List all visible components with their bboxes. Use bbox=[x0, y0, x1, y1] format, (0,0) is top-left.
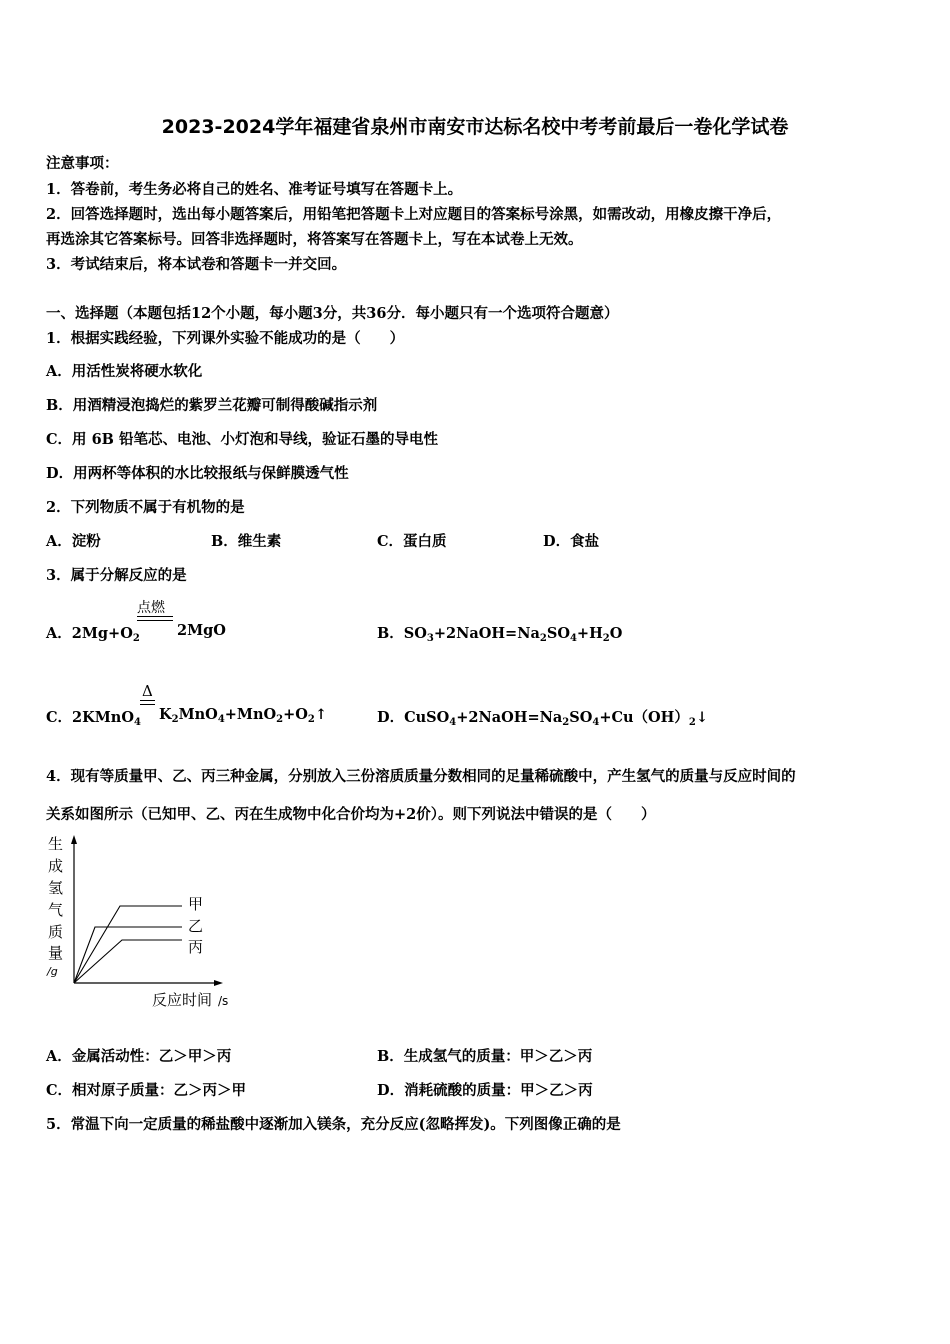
formula-part: CuSO bbox=[404, 709, 450, 726]
series-label-jia: 甲 bbox=[188, 895, 204, 913]
question-stem: 关系如图所示（已知甲、乙、丙在生成物中化合价均为+2价）。则下列说法中错误的是（ ） bbox=[46, 806, 656, 823]
option: A．淀粉 bbox=[46, 533, 101, 550]
x-axis-arrow bbox=[214, 980, 223, 986]
subscript: 2 bbox=[171, 714, 179, 725]
question-stem: 1．根据实践经验，下列课外实验不能成功的是（ ） bbox=[46, 330, 405, 347]
option: D．用两杯等体积的水比较报纸与保鲜膜透气性 bbox=[46, 465, 349, 482]
subscript: 4 bbox=[592, 717, 600, 728]
reaction-condition: 点燃 bbox=[137, 600, 165, 616]
y-axis-label-char: 生 bbox=[48, 835, 64, 853]
subscript: 2 bbox=[602, 633, 610, 644]
question-stem: 4．现有等质量甲、乙、丙三种金属，分别放入三份溶质质量分数相同的足量稀硫酸中，产生氢气的质量与反应时间的 bbox=[46, 768, 796, 785]
formula: 2MgO bbox=[177, 622, 226, 639]
formula-part: SO bbox=[546, 625, 570, 642]
heat-condition: Δ bbox=[142, 682, 153, 700]
option: C．相对原子质量：乙＞丙＞甲 bbox=[46, 1082, 247, 1099]
subscript: 2 bbox=[539, 633, 547, 644]
x-axis-label: 反应时间 bbox=[152, 991, 213, 1009]
equals-line bbox=[140, 704, 155, 705]
formula-part: SO bbox=[569, 709, 593, 726]
formula-part: +Cu（OH） bbox=[599, 709, 689, 726]
y-axis-arrow bbox=[71, 835, 77, 844]
equals-line bbox=[137, 616, 173, 617]
formula-part: ↓ bbox=[695, 709, 709, 726]
formula: 2Mg+O bbox=[71, 625, 133, 642]
series-line-bing bbox=[74, 940, 182, 983]
subscript: 2 bbox=[276, 714, 284, 725]
option-c-products bbox=[159, 706, 327, 725]
formula-part: +2NaOH=Na bbox=[433, 625, 540, 642]
option-label: C． bbox=[46, 709, 73, 726]
series-label-yi: 乙 bbox=[188, 917, 204, 935]
equals-line bbox=[140, 700, 155, 701]
page-title: 2023-2024学年福建省泉州市南安市达标名校中考考前最后一卷化学试卷 bbox=[161, 116, 789, 138]
question-stem: 5．常温下向一定质量的稀盐酸中逐渐加入镁条，充分反应(忽略挥发)。下列图像正确的是 bbox=[46, 1116, 621, 1133]
option-label: A． bbox=[46, 625, 72, 642]
option: A．用活性炭将硬水软化 bbox=[46, 363, 203, 380]
subscript: 4 bbox=[133, 717, 141, 728]
option: D．消耗硫酸的质量：甲＞乙＞丙 bbox=[377, 1082, 593, 1099]
option: C．蛋白质 bbox=[377, 533, 447, 550]
equals-line bbox=[137, 620, 173, 621]
formula-part: +H bbox=[576, 625, 603, 642]
formula-part: ↑ bbox=[314, 706, 328, 723]
subscript: 4 bbox=[569, 633, 577, 644]
notes-item: 3．考试结束后，将本试卷和答题卡一并交回。 bbox=[46, 256, 347, 273]
formula-part: +O bbox=[283, 706, 308, 723]
series-label-bing: 丙 bbox=[188, 938, 204, 956]
question-stem: 2．下列物质不属于有机物的是 bbox=[46, 499, 245, 516]
formula-part: 2KMnO bbox=[72, 709, 134, 726]
option-label: D． bbox=[377, 709, 405, 726]
option: B．用酒精浸泡捣烂的紫罗兰花瓣可制得酸碱指示剂 bbox=[46, 397, 378, 414]
formula-part: SO bbox=[403, 625, 427, 642]
y-axis-label-char: 氢 bbox=[48, 879, 64, 897]
question-stem: 3．属于分解反应的是 bbox=[46, 567, 187, 584]
subscript: 4 bbox=[449, 717, 457, 728]
option: A．金属活动性：乙＞甲＞丙 bbox=[46, 1048, 232, 1065]
subscript: 2 bbox=[562, 717, 570, 728]
option: B．生成氢气的质量：甲＞乙＞丙 bbox=[377, 1048, 593, 1065]
option: B．维生素 bbox=[211, 533, 282, 550]
option-b-equation bbox=[377, 622, 622, 644]
series-line-jia bbox=[74, 906, 182, 983]
option-label: B． bbox=[377, 625, 404, 642]
option-d-equation bbox=[377, 706, 708, 728]
y-axis-label-char: 成 bbox=[48, 857, 64, 875]
notes-item: 1．答卷前，考生务必将自己的姓名、准考证号填写在答题卡上。 bbox=[46, 181, 463, 198]
y-axis-unit: /g bbox=[47, 965, 58, 978]
notes-heading: 注意事项： bbox=[46, 155, 119, 172]
subscript: 4 bbox=[217, 714, 225, 725]
y-axis-label-char: 量 bbox=[48, 944, 64, 962]
y-axis-label-char: 质 bbox=[48, 923, 64, 941]
subscript: 2 bbox=[132, 633, 140, 644]
notes-item: 2．回答选择题时，选出每小题答案后，用铅笔把答题卡上对应题目的答案标号涂黑，如需改动，用橡皮擦干净后， bbox=[46, 206, 782, 223]
subscript: 2 bbox=[307, 714, 315, 725]
section-heading: 一、选择题（本题包括12个小题，每小题3分，共36分．每小题只有一个选项符合题意） bbox=[46, 305, 619, 322]
formula-part: K bbox=[159, 706, 172, 723]
option: C．用 6B 铅笔芯、电池、小灯泡和导线，验证石墨的导电性 bbox=[46, 431, 438, 448]
formula-part: +MnO bbox=[224, 706, 277, 723]
formula-part: O bbox=[609, 625, 623, 642]
notes-item: 再选涂其它答案标号。回答非选择题时，将答案写在答题卡上，写在本试卷上无效。 bbox=[46, 231, 583, 248]
option: D．食盐 bbox=[543, 533, 600, 550]
formula-part: +2NaOH=Na bbox=[456, 709, 563, 726]
option-c-equation bbox=[46, 706, 141, 728]
option-a-equation bbox=[46, 622, 140, 644]
x-axis-unit: /s bbox=[218, 994, 229, 1008]
hydrogen-mass-graph bbox=[40, 833, 240, 1013]
subscript: 3 bbox=[426, 633, 434, 644]
subscript: 2 bbox=[688, 717, 696, 728]
y-axis-label-char: 气 bbox=[48, 901, 64, 919]
formula-part: MnO bbox=[178, 706, 218, 723]
